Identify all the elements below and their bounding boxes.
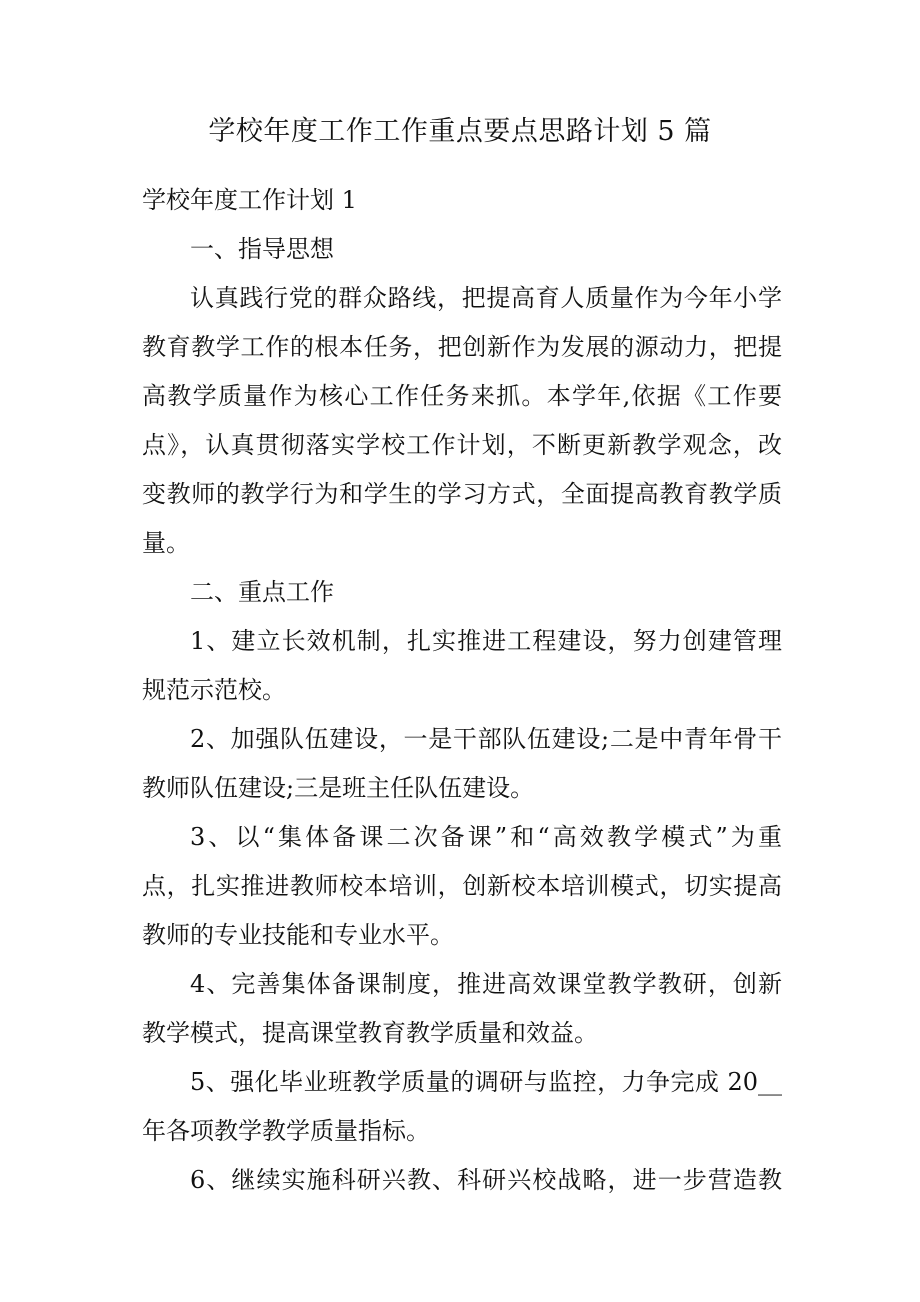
text-line: 变教师的教学行为和学生的学习方式，全面提高教育教学质 — [142, 480, 782, 508]
text-line: 2、加强队伍建设，一是干部队伍建设;二是中青年骨干 — [190, 725, 782, 753]
text-line: 认真践行党的群众路线，把提高育人质量作为今年小学 — [190, 284, 782, 312]
text-line: 一、指导思想 — [190, 235, 334, 263]
text-line: 教师的专业技能和专业水平。 — [142, 921, 454, 949]
text-line: 年各项教学教学质量指标。 — [142, 1117, 430, 1145]
text-line: 学校年度工作计划 1 — [142, 186, 357, 214]
text-line: 教学模式，提高课堂教育教学质量和效益。 — [142, 1019, 598, 1047]
document-body — [142, 176, 782, 1205]
text-line: 点，扎实推进教师校本培训，创新校本培训模式，切实提高 — [142, 872, 782, 900]
text-line: 6、继续实施科研兴教、科研兴校战略，进一步营造教 — [190, 1166, 782, 1194]
text-line: 3、以“集体备课二次备课”和“高效教学模式”为重 — [190, 823, 782, 851]
text-line: 教师队伍建设;三是班主任队伍建设。 — [142, 774, 535, 802]
text-line: 高教学质量作为核心工作任务来抓。本学年,依据《工作要 — [142, 382, 782, 410]
text-line: 4、完善集体备课制度，推进高效课堂教学教研，创新 — [190, 970, 782, 998]
document-title: 学校年度工作工作重点要点思路计划 5 篇 — [208, 116, 712, 147]
text-line: 1、建立长效机制，扎实推进工程建设，努力创建管理 — [190, 627, 782, 655]
text-line: 规范示范校。 — [142, 676, 286, 704]
text-line: 量。 — [142, 529, 190, 557]
text-line: 教育教学工作的根本任务，把创新作为发展的源动力，把提 — [142, 333, 782, 361]
text-line: 5、强化毕业班教学质量的调研与监控，力争完成 20__ — [190, 1068, 782, 1096]
text-line: 二、重点工作 — [190, 578, 334, 606]
text-line: 点》，认真贯彻落实学校工作计划，不断更新教学观念，改 — [142, 431, 782, 459]
